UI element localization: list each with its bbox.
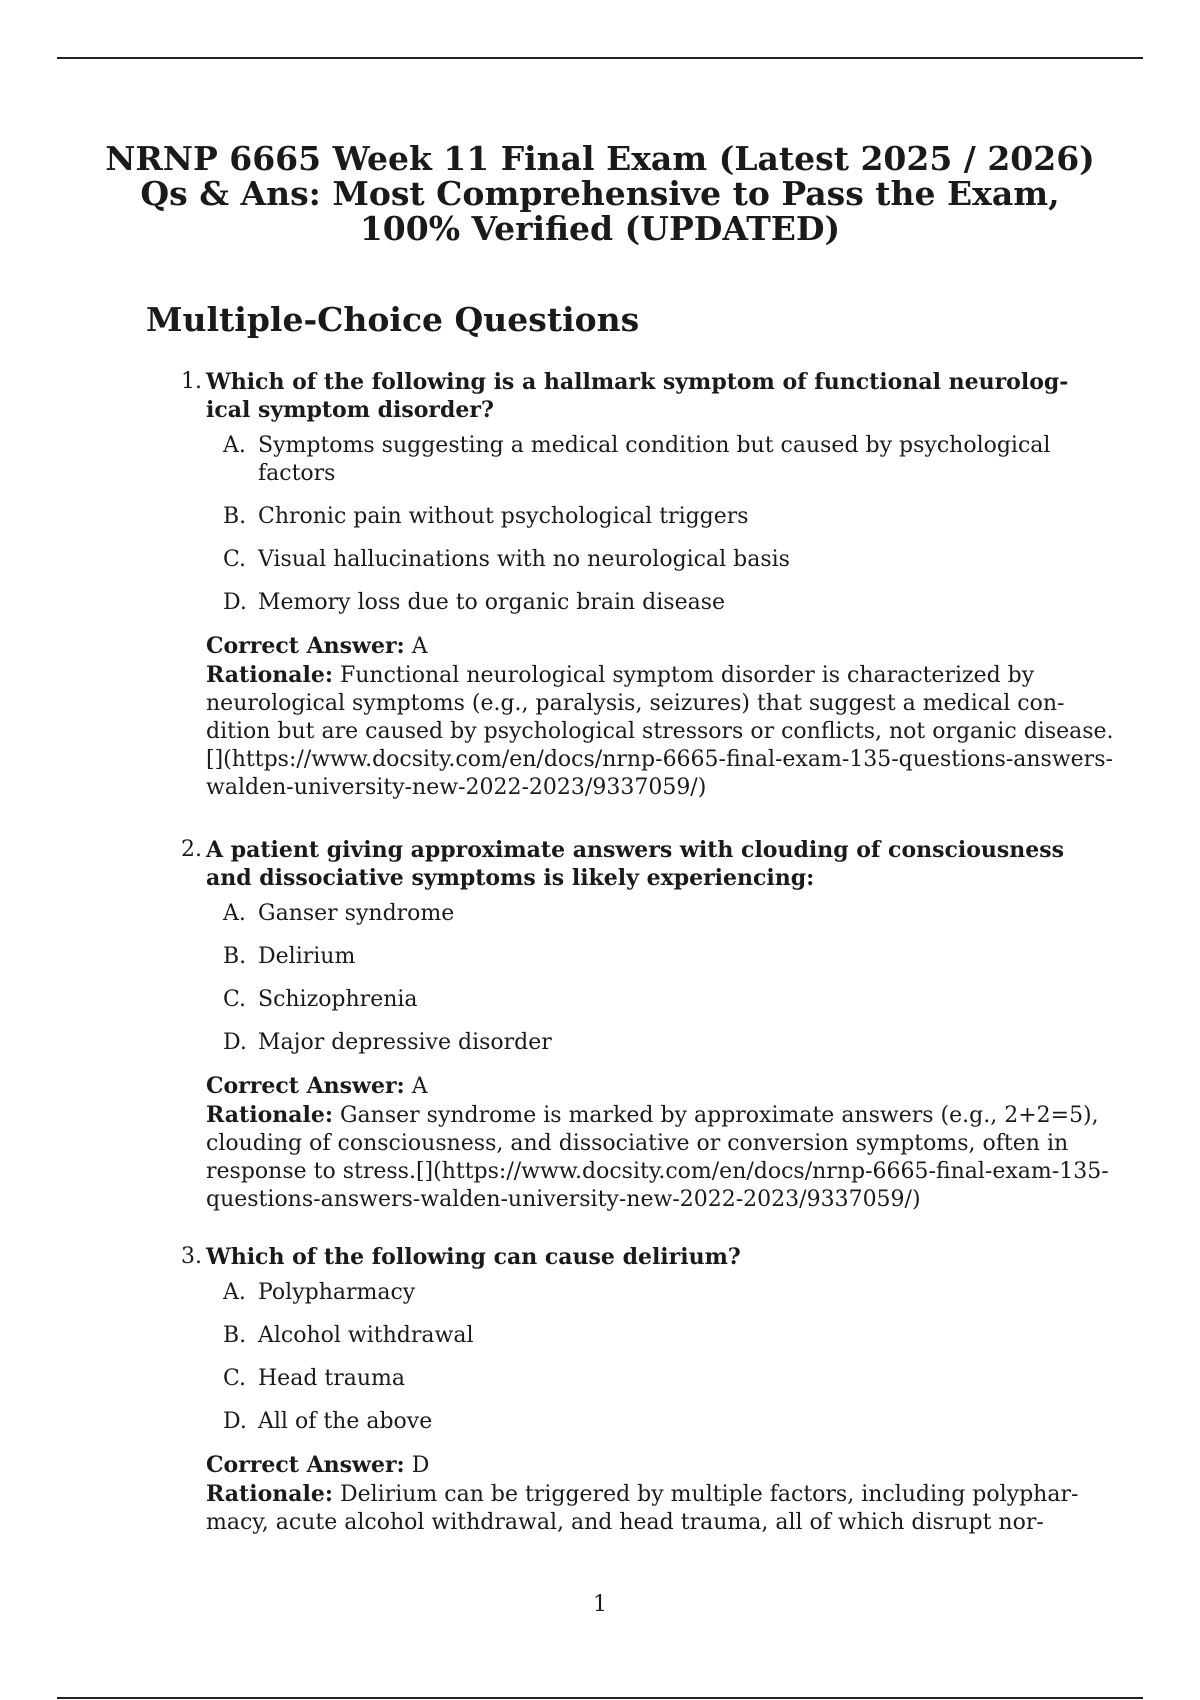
option-b: [223, 943, 1058, 971]
option-text: Memory loss due to organic brain disease: [258, 590, 726, 615]
correct-answer-label: Correct Answer:: [206, 1073, 405, 1099]
option-d: [223, 1408, 1058, 1436]
rationale-text: Delirium can be triggered by multiple factors, including polyphar-macy, acute alcohol withdrawal, and head trauma, all of which disrupt nor-: [206, 1482, 1079, 1535]
option-a: [223, 1279, 1058, 1307]
header-rule: [57, 57, 1143, 59]
option-letter: A.: [223, 433, 246, 458]
title-line: NRNP 6665 Week 11 Final Exam (Latest 2025 / 2026): [105, 139, 1095, 178]
correct-answer-label: Correct Answer:: [206, 633, 405, 659]
option-letter: C.: [223, 547, 247, 572]
rationale-text: Ganser syndrome is marked by approximate answers (e.g., 2+2=5), clouding of consciousness, and dissociative or conversion symptoms, often in response to stress.[](https://www.docsity.com/en/docs/nrnp-6665-final-exam-135-questions-answers-walden-university-new-2022-2023/9337059/): [206, 1103, 1109, 1212]
options-list: [160, 1279, 1130, 1436]
option-c: [223, 546, 1058, 574]
question-text: A patient giving approximate answers with clouding of consciousness and dissociative symptoms is likely experiencing:: [206, 837, 1065, 891]
rationale-label: Rationale:: [206, 1481, 333, 1507]
option-letter: B.: [223, 1323, 247, 1348]
correct-answer-value: D: [411, 1453, 430, 1478]
footer-rule: [57, 1697, 1143, 1699]
rationale-label: Rationale:: [206, 1102, 333, 1128]
correct-answer-label: Correct Answer:: [206, 1452, 405, 1478]
option-text: Visual hallucinations with no neurological basis: [258, 547, 790, 572]
correct-answer: [206, 1072, 1106, 1101]
option-text: Symptoms suggesting a medical condition but caused by psychological factors: [258, 433, 1051, 486]
rationale-text: Functional neurological symptom disorder is characterized by neurological symptoms (e.g., paralysis, seizures) that suggest a medical con-dition but are caused by psychological stressors or conflicts, not organic disease.[](https://www.docsity.com/en/docs/nrnp-6665-final-exam-135-questions-answers-walden-university-new-2022-2023/9337059/): [206, 663, 1114, 800]
document-title: [100, 141, 1100, 246]
option-text: Delirium: [258, 944, 356, 969]
rationale: [206, 1480, 1126, 1537]
option-text: Head trauma: [258, 1366, 406, 1391]
title-line: Qs & Ans: Most Comprehensive to Pass the Exam,: [140, 174, 1060, 213]
question-2: [160, 836, 1130, 1214]
question-text: Which of the following is a hallmark symptom of functional neurolog-ical symptom disorder?: [206, 369, 1069, 423]
option-text: Chronic pain without psychological triggers: [258, 504, 749, 529]
option-letter: A.: [223, 1280, 246, 1305]
question-text: Which of the following can cause delirium?: [206, 1244, 741, 1270]
option-text: Ganser syndrome: [258, 901, 455, 926]
option-text: Major depressive disorder: [258, 1030, 552, 1055]
rationale: [206, 661, 1126, 802]
options-list: [160, 900, 1130, 1057]
option-letter: D.: [223, 1030, 247, 1055]
rationale: [206, 1101, 1126, 1214]
option-letter: A.: [223, 901, 246, 926]
option-d: [223, 589, 1058, 617]
option-d: [223, 1029, 1058, 1057]
option-text: Alcohol withdrawal: [258, 1323, 474, 1348]
question-3: [160, 1243, 1130, 1537]
option-letter: C.: [223, 987, 247, 1012]
options-list: [160, 432, 1130, 617]
option-letter: B.: [223, 504, 247, 529]
option-b: [223, 1322, 1058, 1350]
option-text: Schizophrenia: [258, 987, 418, 1012]
option-text: Polypharmacy: [258, 1280, 416, 1305]
option-letter: D.: [223, 590, 247, 615]
option-b: [223, 503, 1058, 531]
correct-answer: [206, 1451, 1106, 1480]
option-text: All of the above: [258, 1409, 433, 1434]
question-1: [160, 368, 1130, 802]
page-number: 1: [593, 1592, 607, 1617]
rationale-label: Rationale:: [206, 662, 333, 688]
option-c: [223, 1365, 1058, 1393]
question-number: 1.: [181, 369, 202, 394]
correct-answer-value: A: [411, 634, 428, 659]
title-line: 100% Verified (UPDATED): [359, 209, 841, 248]
correct-answer: [206, 632, 1106, 661]
option-a: [223, 432, 1058, 488]
option-a: [223, 900, 1058, 928]
section-heading: Multiple-Choice Questions: [146, 300, 640, 339]
question-number: 3.: [181, 1244, 202, 1269]
correct-answer-value: A: [411, 1074, 428, 1099]
option-letter: C.: [223, 1366, 247, 1391]
question-number: 2.: [181, 837, 202, 862]
option-letter: B.: [223, 944, 247, 969]
option-c: [223, 986, 1058, 1014]
option-letter: D.: [223, 1409, 247, 1434]
